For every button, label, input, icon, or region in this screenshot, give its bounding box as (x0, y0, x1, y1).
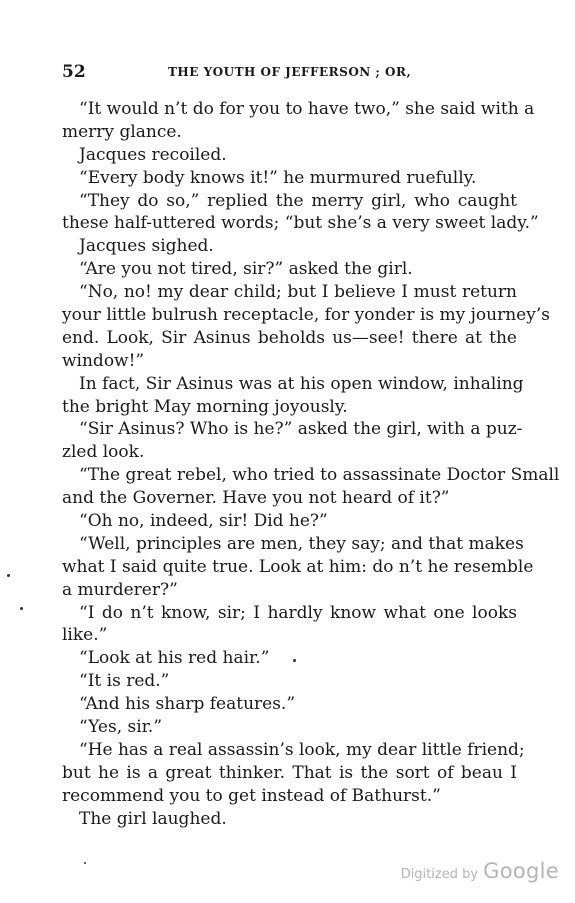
text-line: window!” (62, 350, 145, 371)
text-line: “Sir Asinus? Who is he?” asked the girl, with a puz- (79, 419, 523, 440)
running-title: THE YOUTH OF JEFFERSON ; OR, (168, 65, 412, 79)
text-line: your little bulrush receptacle, for yonder is my journey’s (62, 305, 550, 326)
text-line: “I do n’t know, sir; I hardly know what one looks (79, 602, 517, 623)
text-line: “He has a real assassin’s look, my dear little friend; (79, 739, 525, 760)
text-line: “Yes, sir.” (79, 717, 163, 738)
text-line: “No, no! my dear child; but I believe I must return (79, 282, 517, 303)
text-line: what I said quite true. Look at him: do n’t he resemble (62, 556, 534, 577)
page-header (62, 62, 517, 84)
text-line: “Oh no, indeed, sir! Did he?” (79, 511, 328, 532)
body-text (62, 98, 560, 831)
text-line: “It is red.” (79, 671, 170, 692)
text-line: “It would n’t do for you to have two,” she said with a (79, 99, 535, 119)
scan-speck (20, 607, 23, 610)
text-line: merry glance. (62, 121, 182, 142)
google-logo-text: Google (483, 859, 559, 883)
text-line: Jacques recoiled. (79, 144, 227, 165)
page-number: 52 (62, 62, 86, 82)
text-line: The girl laughed. (79, 808, 227, 829)
text-line: end. Look, Sir Asinus beholds us—see! there at the (62, 327, 517, 348)
digitized-by-google-watermark (401, 859, 559, 883)
scan-speck (7, 574, 10, 577)
text-line: “Are you not tired, sir?” asked the girl. (79, 259, 413, 280)
text-line: recommend you to get instead of Bathurst.” (62, 785, 441, 806)
text-line: “And his sharp features.” (79, 694, 296, 715)
text-line: “Look at his red hair.” (79, 648, 270, 669)
text-line: and the Governer. Have you not heard of it?” (62, 488, 450, 509)
text-line: a murderer?” (62, 579, 178, 600)
text-line: the bright May morning joyously. (62, 396, 348, 417)
text-line: Jacques sighed. (79, 236, 214, 257)
text-line: “The great rebel, who tried to assassinate Doctor Small (79, 465, 560, 486)
digitized-label: Digitized by (400, 867, 479, 882)
text-line: “Every body knows it!” he murmured ruefully. (79, 167, 477, 188)
text-line: In fact, Sir Asinus was at his open window, inhaling (79, 373, 524, 394)
text-line: “They do so,” replied the merry girl, who caught (79, 190, 517, 211)
text-line: zled look. (62, 442, 145, 463)
scan-speck (84, 862, 86, 864)
text-line: these half-uttered words; “but she’s a very sweet lady.” (62, 213, 539, 234)
scan-speck (293, 659, 296, 662)
text-line: “Well, principles are men, they say; and that makes (79, 533, 524, 554)
text-line: like.” (62, 625, 108, 646)
text-line: but he is a great thinker. That is the sort of beau I (62, 762, 517, 783)
